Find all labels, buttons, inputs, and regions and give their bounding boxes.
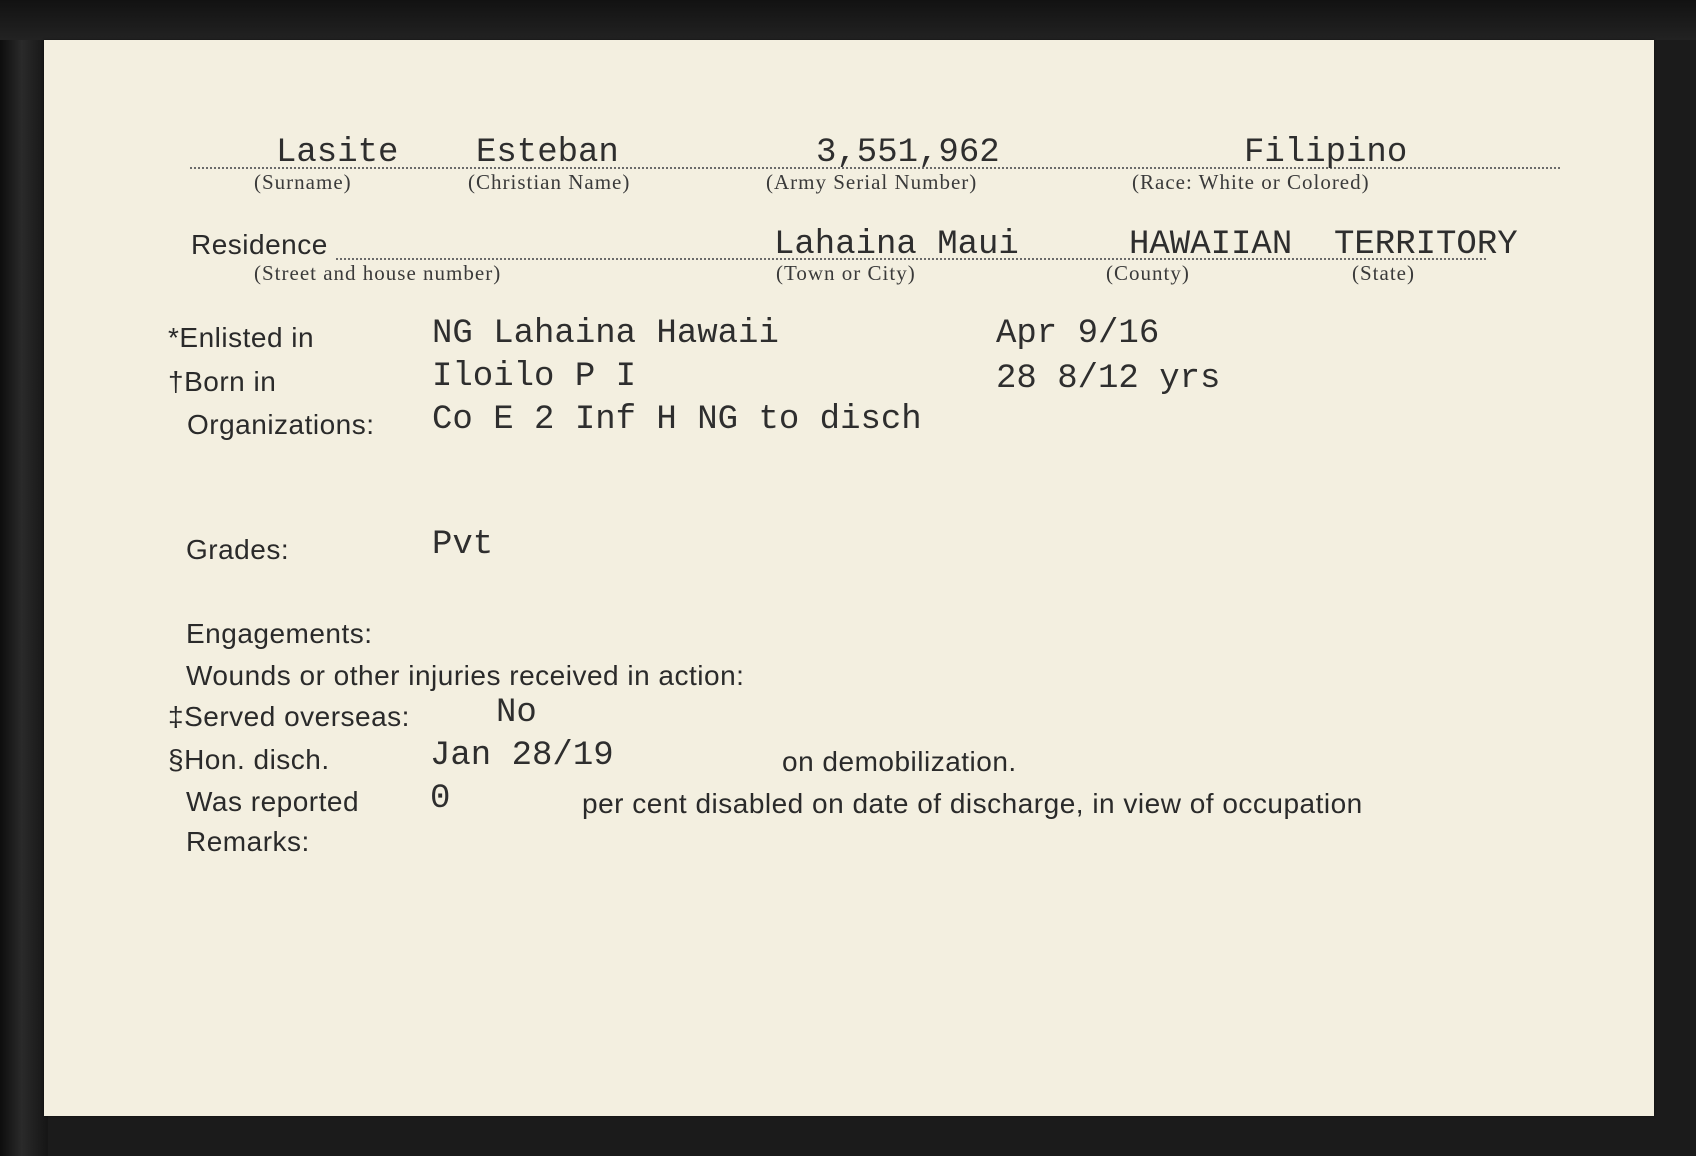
discharge-value: Jan 28/19 (430, 737, 614, 775)
organizations-label: Organizations: (187, 409, 375, 440)
born-value: Iloilo P I (432, 358, 637, 396)
binder-edge-left (0, 0, 48, 1156)
service-record-card (44, 40, 1654, 1116)
surname-value: Lasite (276, 134, 399, 172)
grades-label: Grades: (186, 534, 290, 565)
serial-number-label: (Army Serial Number) (766, 170, 978, 194)
race-label: (Race: White or Colored) (1132, 170, 1370, 194)
age-value: 28 8/12 yrs (996, 360, 1221, 398)
race-value: Filipino (1244, 134, 1408, 172)
reported-label: Was reported (186, 786, 360, 817)
born-label: †Born in (168, 366, 277, 397)
organizations-value: Co E 2 Inf H NG to disch (432, 401, 922, 439)
reported-note: per cent disabled on date of discharge, in view of occupation (582, 788, 1363, 819)
reported-value: 0 (430, 780, 451, 818)
state-sublabel: (State) (1352, 261, 1415, 285)
discharge-note: on demobilization. (782, 746, 1017, 777)
remarks-label: Remarks: (186, 826, 310, 857)
serial-number-value: 3,551,962 (816, 134, 1000, 172)
grades-value: Pvt (432, 526, 494, 564)
overseas-value: No (496, 694, 537, 732)
state-value: TERRITORY (1334, 226, 1518, 264)
discharge-label: §Hon. disch. (168, 744, 330, 775)
county-value: HAWAIIAN (1129, 226, 1293, 264)
enlisted-label: *Enlisted in (168, 322, 315, 353)
residence-label: Residence (191, 229, 328, 260)
county-sublabel: (County) (1106, 261, 1190, 285)
overseas-label: ‡Served overseas: (168, 701, 410, 732)
christian-name-label: (Christian Name) (468, 170, 631, 194)
street-sublabel: (Street and house number) (254, 261, 502, 285)
town-sublabel: (Town or City) (776, 261, 916, 285)
binder-edge-top (0, 0, 1696, 40)
town-value: Lahaina Maui (774, 226, 1019, 264)
enlisted-value: NG Lahaina Hawaii (432, 315, 779, 353)
enlisted-date: Apr 9/16 (996, 315, 1160, 353)
engagements-label: Engagements: (186, 618, 373, 649)
wounds-label: Wounds or other injuries received in action: (186, 660, 745, 691)
christian-name-value: Esteban (476, 134, 619, 172)
surname-label: (Surname) (254, 170, 352, 194)
